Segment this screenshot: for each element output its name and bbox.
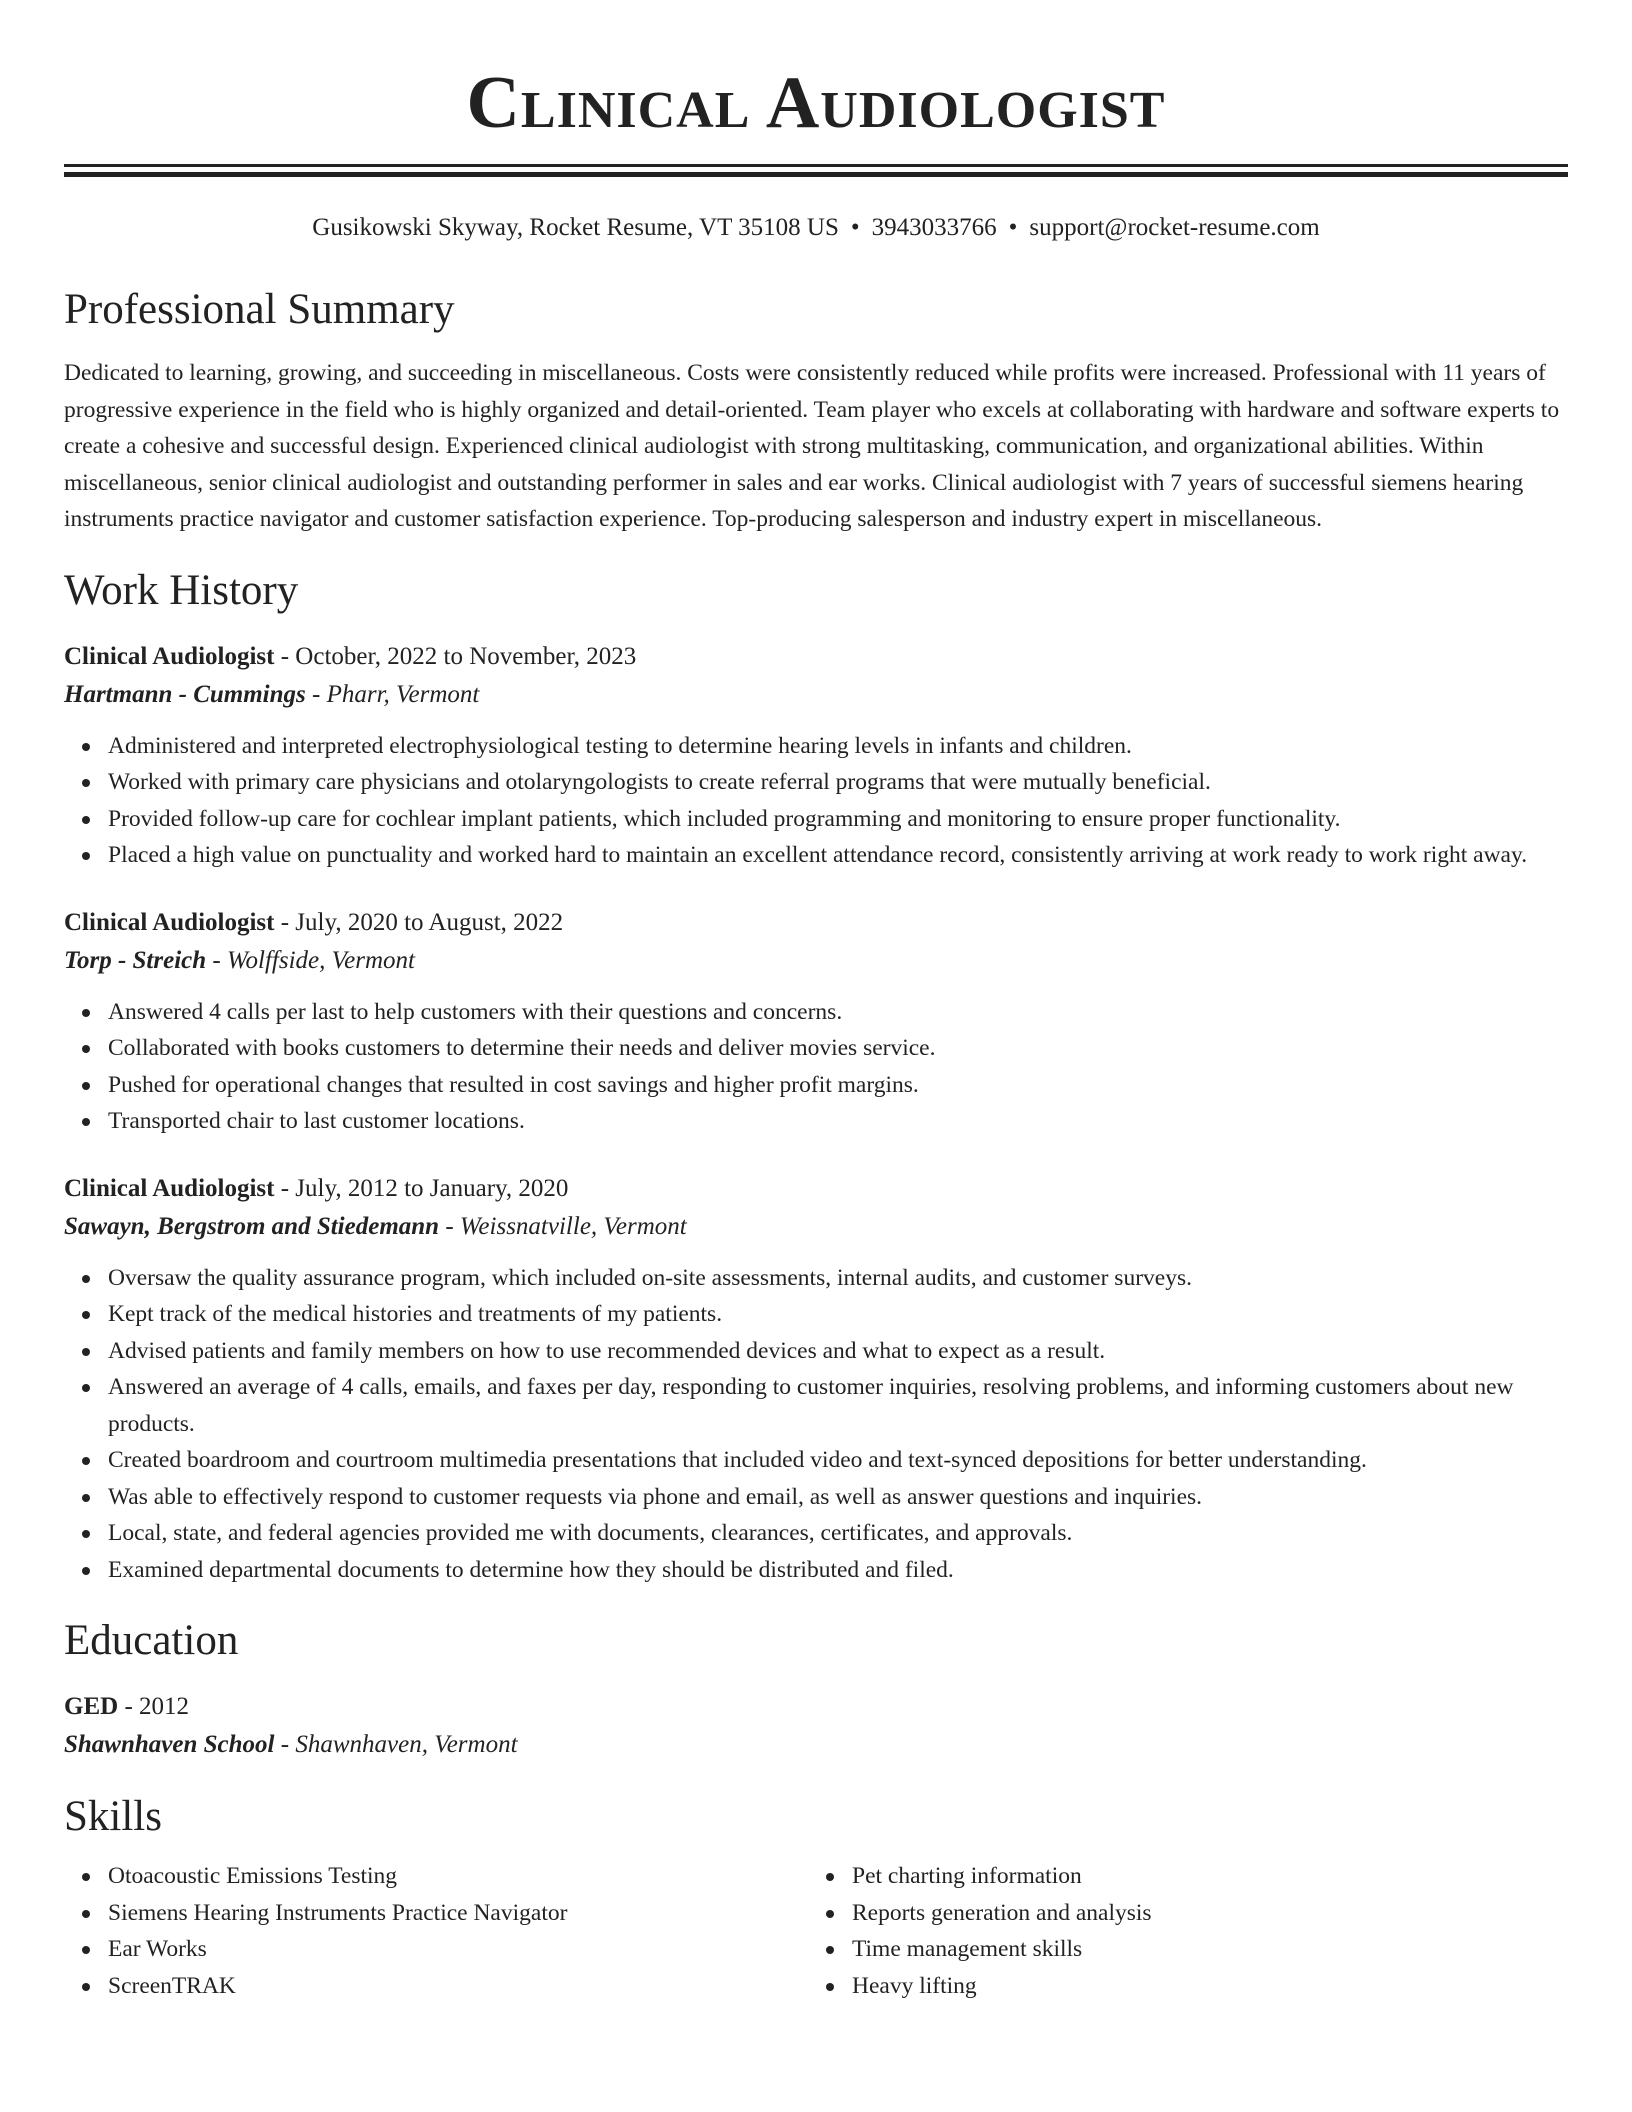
degree: GED — [64, 1693, 119, 1720]
job-company: Sawayn, Bergstrom and Stiedemann — [64, 1212, 440, 1240]
skills-grid — [64, 1858, 1568, 2004]
list-item: ScreenTRAK — [108, 1968, 808, 2005]
job-title: Clinical Audiologist — [64, 642, 275, 670]
school-name: Shawnhaven School — [64, 1731, 275, 1758]
list-item: Created boardroom and courtroom multimedia presentations that included video and text-synced depositions for better understanding. — [108, 1442, 1568, 1479]
list-item: Administered and interpreted electrophysiological testing to determine hearing levels in infants and children. — [108, 728, 1568, 765]
degree-year: - 2012 — [118, 1693, 190, 1720]
job-company: Hartmann - Cummings — [64, 680, 306, 708]
job-title: Clinical Audiologist — [64, 1174, 275, 1202]
header-rule-thick — [64, 172, 1568, 177]
skills-list-left — [64, 1858, 808, 2004]
list-item: Worked with primary care physicians and otolaryngologists to create referral programs that were mutually beneficial. — [108, 764, 1568, 801]
contact-line — [64, 211, 1568, 245]
list-item: Kept track of the medical histories and treatments of my patients. — [108, 1296, 1568, 1333]
skills-heading: Skills — [64, 1793, 162, 1840]
list-item: Examined departmental documents to determine how they should be distributed and filed. — [108, 1552, 1568, 1589]
job-company: Torp - Streich — [64, 946, 207, 974]
school-line — [64, 1726, 1568, 1764]
education-entry — [64, 1688, 1568, 1764]
list-item: Oversaw the quality assurance program, which included on-site assessments, internal audits, and customer surveys. — [108, 1260, 1568, 1297]
contact-separator: • — [850, 214, 860, 241]
job-title-line — [64, 638, 1568, 676]
list-item: Placed a high value on punctuality and worked hard to maintain an excellent attendance record, consistently arriving at work ready to work right away. — [108, 837, 1568, 874]
resume-title: Clinical Audiologist — [466, 62, 1166, 144]
summary-text: Dedicated to learning, growing, and succeeding in miscellaneous. Costs were consistently reduced while profits were increased. Professional with 11 years of progressive experience in the field who is highly organized and detail-oriented. Team player who excels at collaborating with hardware and software experts to create a cohesive and successful design. Experienced clinical audiologist with strong multitasking, communication, and organizational abilities. Within miscellaneous, senior clinical audiologist and outstanding performer in sales and ear works. Clinical audiologist with 7 years of successful siemens hearing instruments practice navigator and customer satisfaction experience. Top-producing salesperson and industry expert in miscellaneous. — [64, 360, 1560, 532]
job-location: - Weissnatville, Vermont — [439, 1212, 687, 1240]
list-item: Pushed for operational changes that resulted in cost savings and higher profit margins. — [108, 1067, 1568, 1104]
job-dates: - July, 2012 to January, 2020 — [274, 1174, 569, 1202]
list-item: Pet charting information — [852, 1858, 1552, 1895]
job-entry — [64, 1170, 1568, 1589]
list-item: Advised patients and family members on how to use recommended devices and what to expect as a result. — [108, 1333, 1568, 1370]
contact-phone: 3943033766 — [871, 214, 997, 241]
contact-address: Gusikowski Skyway, Rocket Resume, VT 35108 US — [312, 214, 839, 241]
list-item: Provided follow-up care for cochlear implant patients, which included programming and monitoring to ensure proper functionality. — [108, 801, 1568, 838]
header-rule-thin — [64, 164, 1568, 167]
job-bullets — [64, 728, 1568, 874]
school-location: - Shawnhaven, Vermont — [274, 1731, 518, 1758]
skills-list-right — [808, 1858, 1552, 2004]
job-title-line — [64, 1170, 1568, 1208]
list-item: Local, state, and federal agencies provided me with documents, clearances, certificates, and approvals. — [108, 1515, 1568, 1552]
work-history-heading: Work History — [64, 566, 299, 614]
list-item: Reports generation and analysis — [852, 1895, 1552, 1932]
list-item: Heavy lifting — [852, 1968, 1552, 2005]
job-dates: - July, 2020 to August, 2022 — [274, 908, 564, 936]
job-bullets — [64, 994, 1568, 1140]
skills-column-right — [808, 1858, 1552, 2004]
job-title-line — [64, 904, 1568, 942]
list-item: Transported chair to last customer locations. — [108, 1103, 1568, 1140]
job-company-line — [64, 1208, 1568, 1246]
degree-line — [64, 1688, 1568, 1726]
job-company-line — [64, 676, 1568, 714]
job-entry — [64, 638, 1568, 874]
list-item: Answered 4 calls per last to help customers with their questions and concerns. — [108, 994, 1568, 1031]
list-item: Time management skills — [852, 1931, 1552, 1968]
summary-heading: Professional Summary — [64, 286, 455, 333]
job-entry — [64, 904, 1568, 1140]
contact-separator: • — [1008, 214, 1018, 241]
list-item: Collaborated with books customers to determine their needs and deliver movies service. — [108, 1030, 1568, 1067]
job-location: - Wolffside, Vermont — [206, 946, 415, 974]
list-item: Otoacoustic Emissions Testing — [108, 1858, 808, 1895]
list-item: Ear Works — [108, 1931, 808, 1968]
contact-email: support@rocket-resume.com — [1029, 214, 1320, 241]
list-item: Answered an average of 4 calls, emails, and faxes per day, responding to customer inquiries, resolving problems, and informing customers about new products. — [108, 1369, 1568, 1442]
skills-column-left — [64, 1858, 808, 2004]
job-dates: - October, 2022 to November, 2023 — [274, 642, 637, 670]
job-company-line — [64, 942, 1568, 980]
job-location: - Pharr, Vermont — [305, 680, 480, 708]
education-heading: Education — [64, 1617, 239, 1664]
list-item: Siemens Hearing Instruments Practice Navigator — [108, 1895, 808, 1932]
list-item: Was able to effectively respond to customer requests via phone and email, as well as answer questions and inquiries. — [108, 1479, 1568, 1516]
job-title: Clinical Audiologist — [64, 908, 275, 936]
job-bullets — [64, 1260, 1568, 1589]
